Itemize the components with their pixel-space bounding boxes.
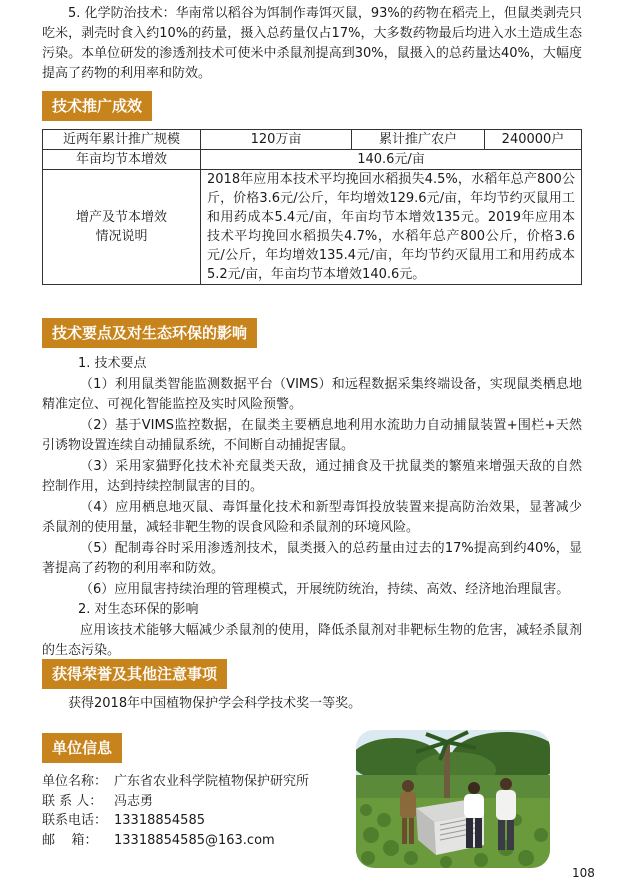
info-label: 邮 箱： [42, 832, 98, 848]
table-cell-label-line: 增产及节本增效 [75, 210, 167, 225]
field-photo-image [356, 730, 550, 868]
info-row [42, 811, 352, 831]
info-value: 13318854585@163.com [114, 832, 275, 848]
table-cell-value: 2018年应用本技术平均挽回水稻损失4.5%，水稻年总产800公斤，价格3.6元/公斤，年均增效129.6元/亩，年均节约灭鼠用工和用药成本5.4元/亩，年亩均节本增效135元。2019年应用本技术平均挽回水稻损失4.7%，水稻年总产800公斤，价格3.6元/公斤，年均增效135.4元/亩，年均节约灭鼠用工和用药成本5.2元/亩，年亩均节本增效140.6元。 [201, 170, 582, 285]
section-header-promotion: 技术推广成效 [42, 91, 152, 121]
table-row [43, 150, 582, 170]
list-item: （2）基于VIMS监控数据，在鼠类主要栖息地利用水流助力自动捕鼠装置+围栏+天然引诱物设置连续自动捕鼠系统，不间断自动捕捉害鼠。 [42, 417, 582, 453]
technical-points [42, 354, 582, 662]
list-item: （3）采用家猫野化技术补充鼠类天敌，通过捕食及干扰鼠类的繁殖来增强天敌的自然控制作用，达到持续控制鼠害的目的。 [42, 458, 582, 494]
section-header-unit: 单位信息 [42, 733, 122, 763]
list-item: （1）利用鼠类智能监测数据平台（VIMS）和远程数据采集终端设备，实现鼠类栖息地精准定位、可视化智能监控及实时风险预警。 [42, 376, 582, 412]
table-row [43, 170, 582, 285]
honor-text: 获得2018年中国植物保护学会科学技术奖一等奖。 [68, 696, 362, 711]
info-row [42, 831, 352, 851]
table-cell-label-line: 情况说明 [95, 229, 148, 244]
subheading-eco-impact: 2. 对生态环保的影响 [78, 602, 199, 617]
table-cell-label: 累计推广农户 [352, 130, 485, 150]
info-label: 单位名称： [42, 774, 108, 789]
unit-info [42, 772, 352, 850]
section-header-honor: 获得荣誉及其他注意事项 [42, 659, 227, 689]
list-item: （6）应用鼠害持续治理的管理模式，开展统防统治，持续、高效、经济地治理鼠害。 [80, 581, 570, 597]
section-header-points: 技术要点及对生态环保的影响 [42, 318, 257, 348]
eco-impact-text: 应用该技术能够大幅减少杀鼠剂的使用，降低杀鼠剂对非靶标生物的危害，减轻杀鼠剂的生态污染。 [42, 622, 582, 658]
table-cell-value: 140.6元/亩 [201, 150, 582, 170]
paragraph-chemical-control: 5. 化学防治技术：华南常以稻谷为饵制作毒饵灭鼠，93%的药物在稻壳上，但鼠类剥壳只吃米，剥壳时食入约10%的药量，摄入总药量仅占17%，大多数药物最后均进入水土造成生态污染。本单位研发的渗透剂技术可使米中杀鼠剂提高到30%，鼠摄入的总药量达40%，大幅度提高了药物的利用率和防效。 [42, 6, 582, 81]
field-photo [356, 730, 550, 868]
table-row [43, 130, 582, 150]
table-cell-value: 240000户 [485, 130, 582, 150]
subheading-technical-points: 1. 技术要点 [78, 356, 147, 371]
info-value: 冯志勇 [114, 793, 154, 809]
table-cell-label [43, 170, 201, 285]
info-label: 联 系 人： [42, 793, 103, 809]
page-number: 108 [572, 866, 595, 880]
table-cell-label: 年亩均节本增效 [43, 150, 201, 170]
promotion-table [42, 129, 582, 285]
list-item: （4）应用栖息地灭鼠、毒饵量化技术和新型毒饵投放装置来提高防治效果，显著减少杀鼠剂的使用量，减轻非靶生物的误食风险和杀鼠剂的环境风险。 [42, 499, 582, 535]
info-row [42, 792, 352, 812]
info-value: 13318854585 [114, 813, 205, 828]
info-value: 广东省农业科学院植物保护研究所 [114, 774, 310, 789]
info-label: 联系电话： [42, 813, 108, 828]
list-item: （5）配制毒谷时采用渗透剂技术，鼠类摄入的总药量由过去的17%提高到约40%，显著提高了药物的利用率和防效。 [42, 540, 582, 576]
table-cell-label: 近两年累计推广规模 [43, 130, 201, 150]
table-cell-value: 120万亩 [201, 130, 352, 150]
info-row [42, 772, 352, 792]
